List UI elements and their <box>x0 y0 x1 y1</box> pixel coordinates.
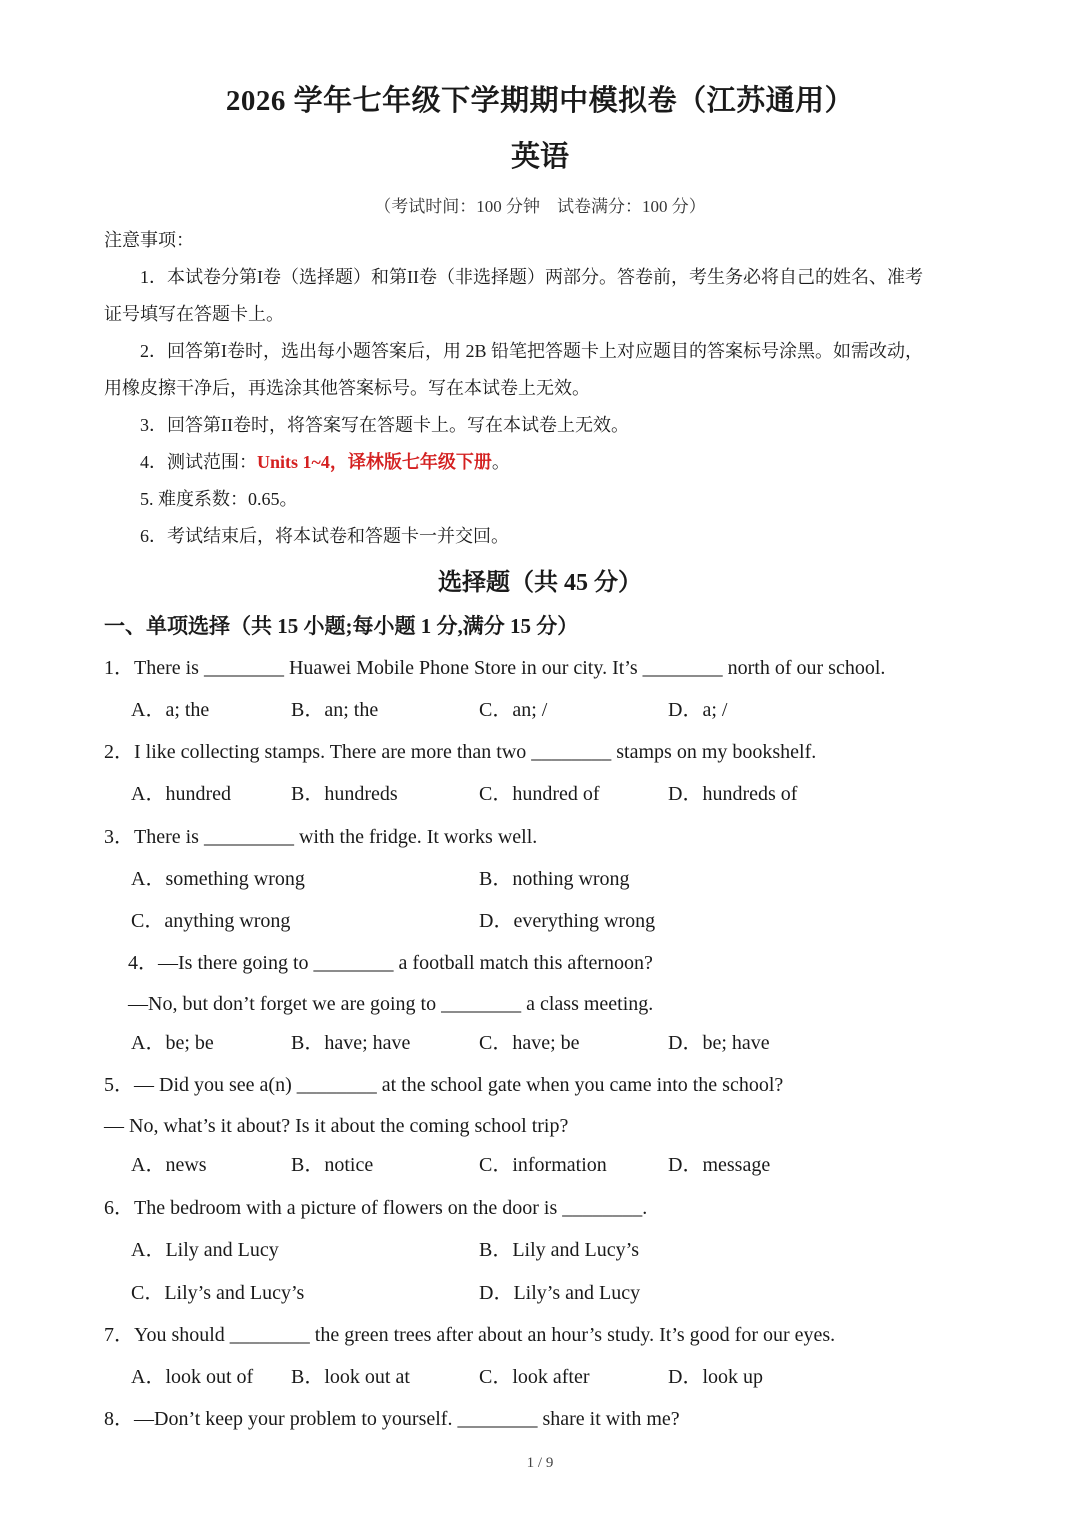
question-1-option-c: C．an; / <box>479 699 548 721</box>
note-3: 3．回答第II卷时，将答案写在答题卡上。写在本试卷上无效。 <box>140 415 629 435</box>
notes-heading: 注意事项： <box>104 230 194 250</box>
note-5: 5. 难度系数：0.65。 <box>140 489 298 509</box>
question-3-stem: 3．There is _________ with the fridge. It works well. <box>104 826 538 848</box>
question-1-stem: 1．There is ________ Huawei Mobile Phone Store in our city. It’s ________ north of our school. <box>104 657 886 679</box>
question-5-option-c: C．information <box>479 1154 607 1176</box>
note-2-line-1: 2．回答第I卷时，选出每小题答案后，用 2B 铅笔把答题卡上对应题目的答案标号涂黑。如需改动， <box>140 341 923 361</box>
question-1-option-d: D．a; / <box>668 699 728 721</box>
question-5-option-b: B．notice <box>291 1154 374 1176</box>
question-5-stem-2: — No, what’s it about? Is it about the coming school trip? <box>104 1115 569 1137</box>
question-8-stem: 8．—Don’t keep your problem to yourself. ________ share it with me? <box>104 1408 680 1430</box>
question-4-stem-2: —No, but don’t forget we are going to ________ a class meeting. <box>128 993 654 1015</box>
note-4-prefix: 4．测试范围： <box>140 452 257 472</box>
question-2-option-a: A．hundred <box>131 783 231 805</box>
note-1-line-1: 1．本试卷分第I卷（选择题）和第II卷（非选择题）两部分。答卷前，考生务必将自己的姓名、准考 <box>140 267 923 287</box>
question-5-option-a: A．news <box>131 1154 207 1176</box>
question-6-stem: 6．The bedroom with a picture of flowers on the door is ________. <box>104 1197 648 1219</box>
question-4-option-a: A．be; be <box>131 1032 214 1054</box>
question-2-option-b: B．hundreds <box>291 783 398 805</box>
note-4 <box>140 450 510 474</box>
question-7-option-a: A．look out of <box>131 1366 254 1388</box>
question-5-option-d: D．message <box>668 1154 771 1176</box>
note-1-line-2: 证号填写在答题卡上。 <box>104 304 284 324</box>
question-1-option-b: B．an; the <box>291 699 379 721</box>
page-title: 2026 学年七年级下学期期中模拟卷（江苏通用） <box>225 85 855 117</box>
question-7-stem: 7．You should ________ the green trees after about an hour’s study. It’s good for our eyes. <box>104 1324 836 1346</box>
question-7-option-c: C．look after <box>479 1366 590 1388</box>
question-2-option-c: C．hundred of <box>479 783 600 805</box>
question-6-option-c: C．Lily’s and Lucy’s <box>131 1282 305 1304</box>
question-6-option-d: D．Lily’s and Lucy <box>479 1282 641 1304</box>
subject-title: 英语 <box>510 141 569 173</box>
question-4-stem-1: 4．—Is there going to ________ a football match this afternoon? <box>128 952 653 974</box>
question-3-option-a: A．something wrong <box>131 868 305 890</box>
question-4-option-b: B．have; have <box>291 1032 411 1054</box>
question-3-option-d: D．everything wrong <box>479 910 656 932</box>
question-2-option-d: D．hundreds of <box>668 783 798 805</box>
note-6: 6．考试结束后，将本试卷和答题卡一并交回。 <box>140 526 509 546</box>
question-4-option-c: C．have; be <box>479 1032 580 1054</box>
question-4-option-d: D．be; have <box>668 1032 770 1054</box>
question-6-option-b: B．Lily and Lucy’s <box>479 1239 639 1261</box>
question-3-option-b: B．nothing wrong <box>479 868 630 890</box>
question-7-option-b: B．look out at <box>291 1366 410 1388</box>
question-5-stem-1: 5．— Did you see a(n) ________ at the school gate when you came into the school? <box>104 1074 784 1096</box>
question-7-option-d: D．look up <box>668 1366 763 1388</box>
question-1-option-a: A．a; the <box>131 699 210 721</box>
part-title: 一、单项选择（共 15 小题;每小题 1 分,满分 15 分） <box>104 614 579 638</box>
note-2-line-2: 用橡皮擦干净后，再选涂其他答案标号。写在本试卷上无效。 <box>104 378 590 398</box>
question-6-option-a: A．Lily and Lucy <box>131 1239 279 1261</box>
section-title: 选择题（共 45 分） <box>438 570 642 596</box>
question-3-option-c: C．anything wrong <box>131 910 291 932</box>
exam-info: （考试时间：100 分钟 试卷满分：100 分） <box>374 197 706 216</box>
page-number: 1 / 9 <box>526 1455 554 1471</box>
note-4-scope: Units 1~4，译林版七年级下册 <box>257 452 492 472</box>
note-4-suffix: 。 <box>491 452 510 472</box>
question-2-stem: 2．I like collecting stamps. There are more than two ________ stamps on my bookshelf. <box>104 741 817 763</box>
